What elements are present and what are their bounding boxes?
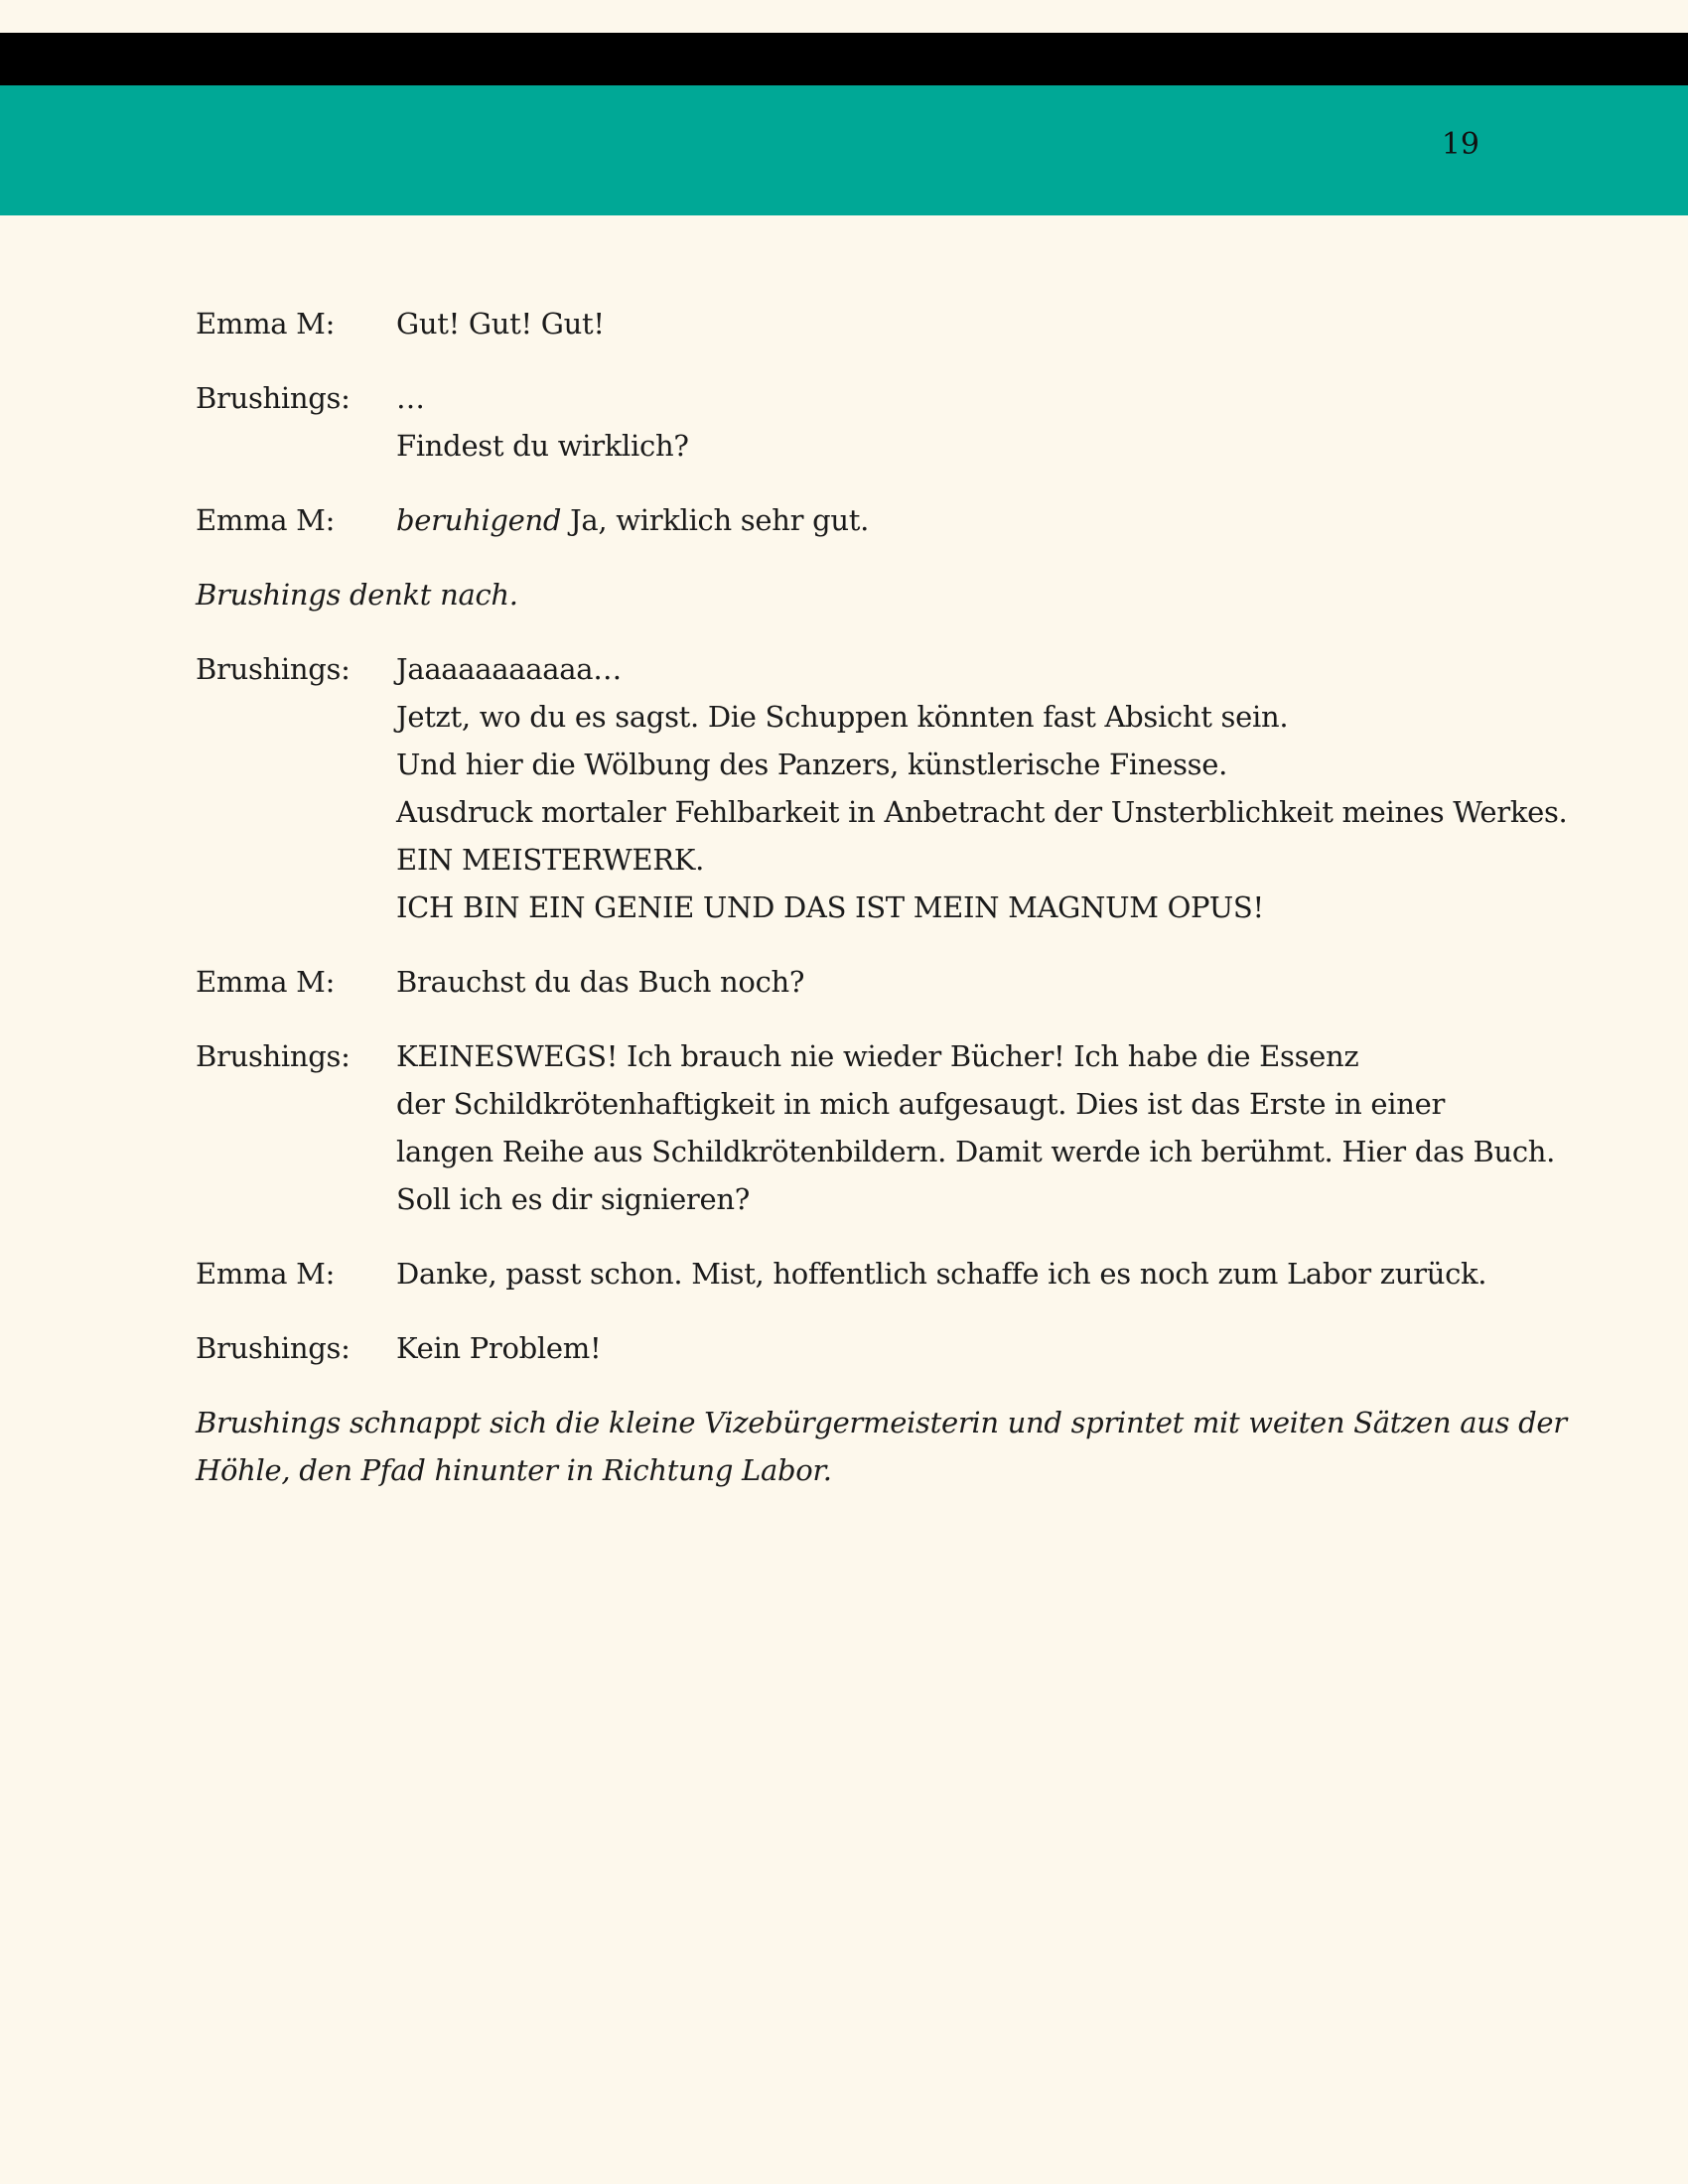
header-black-bar: [0, 33, 1688, 85]
dialogue-line: Danke, passt schon. Mist, hoffentlich schaffe ich es noch zum Labor zurück.: [396, 1257, 1487, 1291]
dialogue-line: EIN MEISTERWERK.: [396, 843, 705, 877]
dialogue-line: der Schildkrötenhaftigkeit in mich aufgesaugt. Dies ist das Erste in einer: [396, 1087, 1446, 1121]
dialogue-line: Und hier die Wölbung des Panzers, künstlerische Finesse.: [396, 748, 1228, 781]
dialogue-entry: [196, 958, 1506, 1006]
stage-direction-line: Höhle, den Pfad hinunter in Richtung Labor.: [196, 1453, 832, 1487]
speaker-label: Emma M:: [196, 965, 336, 999]
stage-direction-line: Brushings schnappt sich die kleine Vizebürgermeisterin und sprintet mit weiten Sätzen aus der: [196, 1406, 1567, 1439]
dialogue-line: Jetzt, wo du es sagst. Die Schuppen könnten fast Absicht sein.: [396, 700, 1289, 734]
dialogue-entry: [196, 1324, 1506, 1372]
dialogue-entry: [196, 1032, 1556, 1223]
speaker-label: Brushings:: [196, 381, 351, 415]
dialogue-line: Kein Problem!: [396, 1331, 602, 1365]
dialogue-line-text: Ja, wirklich sehr gut.: [561, 503, 869, 537]
speaker-label: Brushings:: [196, 1039, 351, 1073]
script-content: [196, 300, 1568, 1521]
header-teal-band: [0, 85, 1688, 215]
dialogue-text: [396, 1324, 1506, 1372]
dialogue-line: langen Reihe aus Schildkrötenbildern. Damit werde ich berühmt. Hier das Buch.: [396, 1135, 1556, 1168]
stage-direction-line: Brushings denkt nach.: [196, 578, 518, 612]
dialogue-line: KEINESWEGS! Ich brauch nie wieder Bücher! Ich habe die Essenz: [396, 1039, 1359, 1073]
dialogue-text: [396, 300, 1506, 347]
speaker-label: Emma M:: [196, 1257, 336, 1291]
page-number: 19: [1441, 127, 1479, 162]
stage-direction-inline: beruhigend: [396, 503, 562, 537]
dialogue-text: [396, 645, 1567, 931]
speaker-label: Emma M:: [196, 503, 336, 537]
dialogue-text: [396, 958, 1506, 1006]
dialogue-entry: [196, 374, 1506, 470]
dialogue-line: [396, 496, 1506, 544]
speaker-label: Brushings:: [196, 652, 351, 686]
dialogue-text: [396, 1032, 1555, 1223]
dialogue-line: Jaaaaaaaaaaa…: [396, 652, 622, 686]
dialogue-entry: [196, 496, 1506, 544]
dialogue-line: Gut! Gut! Gut!: [396, 307, 605, 341]
dialogue-line: Brauchst du das Buch noch?: [396, 965, 805, 999]
stage-direction: [196, 1399, 1567, 1494]
dialogue-entry: [196, 300, 1506, 347]
stage-direction: [196, 571, 1506, 618]
dialogue-text: [396, 1250, 1506, 1297]
dialogue-text: [396, 496, 1506, 544]
dialogue-entry: [196, 645, 1568, 931]
dialogue-line: Ausdruck mortaler Fehlbarkeit in Anbetracht der Unsterblichkeit meines Werkes.: [396, 795, 1568, 829]
dialogue-line: ICH BIN EIN GENIE UND DAS IST MEIN MAGNUM OPUS!: [396, 890, 1264, 924]
dialogue-entry: [196, 1250, 1506, 1297]
speaker-label: Emma M:: [196, 307, 336, 341]
dialogue-line: Soll ich es dir signieren?: [396, 1182, 750, 1216]
dialogue-text: [396, 374, 1506, 470]
speaker-label: Brushings:: [196, 1331, 351, 1365]
dialogue-line: Findest du wirklich?: [396, 429, 689, 463]
dialogue-line: …: [396, 381, 425, 415]
